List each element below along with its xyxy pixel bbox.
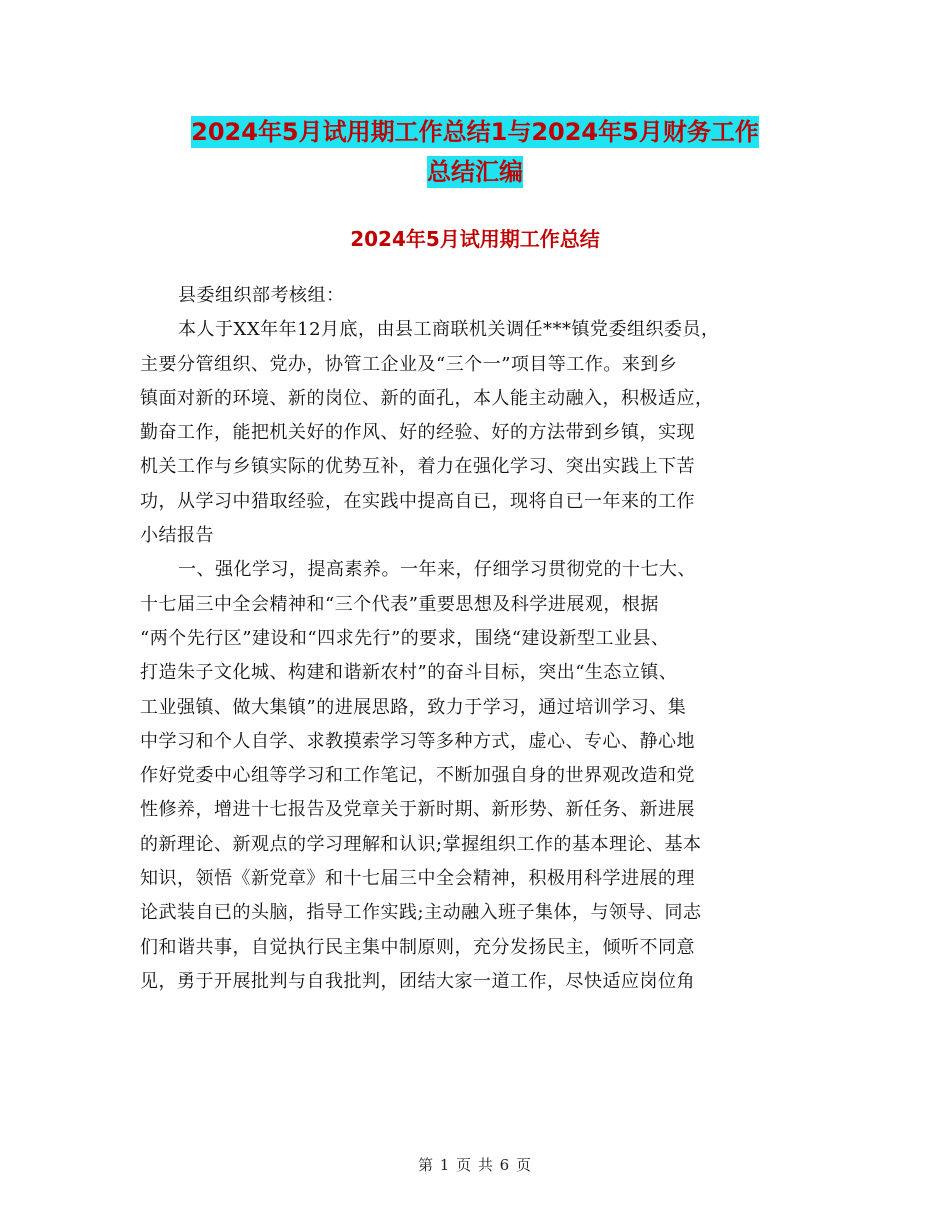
- paragraph-line: 功，从学习中猎取经验，在实践中提高自已，现将自已一年来的工作: [140, 490, 695, 512]
- paragraph-line: 本人于XX年年12月底，由县工商联机关调任***镇党委组织委员，: [178, 319, 720, 341]
- paragraph-line: 性修养，增进十七报告及党章关于新时期、新形势、新任务、新进展: [140, 799, 695, 821]
- paragraph-line: 中学习和个人自学、求教摸索学习等多种方式，虚心、专心、静心地: [140, 730, 695, 752]
- paragraph-line: 一、强化学习，提高素养。一年来，仔细学习贯彻党的十七大、: [178, 559, 696, 581]
- body-text: [140, 279, 820, 999]
- title-line-1: 2024年5月试用期工作总结1与2024年5月财务工作: [191, 118, 759, 146]
- paragraph-line: 小结报告: [140, 525, 214, 547]
- paragraph-line: “两个先行区”建设和“四求先行”的要求，围绕“建设新型工业县、: [140, 627, 670, 649]
- title-line-2: 总结汇编: [427, 158, 523, 186]
- paragraph-line: 知识，领悟《新党章》和十七届三中全会精神，积极用科学进展的理: [140, 868, 695, 890]
- paragraph-line: 镇面对新的环境、新的岗位、新的面孔，本人能主动融入，积极适应，: [140, 387, 714, 409]
- paragraph-line: 主要分管组织、党办，协管工企业及“三个一”项目等工作。来到乡: [140, 353, 678, 375]
- paragraph-line: 勤奋工作，能把机关好的作风、好的经验、好的方法带到乡镇，实现: [140, 422, 695, 444]
- section-title: 2024年5月试用期工作总结: [350, 227, 600, 251]
- paragraph-line: 们和谐共事，自觉执行民主集中制原则，充分发扬民主，倾听不同意: [140, 936, 695, 958]
- salutation: 县委组织部考核组：: [178, 285, 345, 306]
- document-title: [0, 112, 950, 192]
- paragraph-line: 见，勇于开展批判与自我批判，团结大家一道工作，尽快适应岗位角: [140, 970, 695, 992]
- paragraph-line: 的新理论、新观点的学习理解和认识;掌握组织工作的基本理论、基本: [140, 833, 702, 855]
- paragraph-line: 作好党委中心组等学习和工作笔记，不断加强自身的世界观改造和党: [140, 765, 695, 787]
- paragraph-line: 论武装自已的头脑，指导工作实践;主动融入班子集体，与领导、同志: [140, 902, 702, 924]
- page-footer: 第 1 页 共 6 页: [418, 1156, 532, 1174]
- paragraph-line: 十七届三中全会精神和“三个代表”重要思想及科学进展观，根据: [140, 593, 659, 615]
- paragraph-line: 工业强镇、做大集镇”的进展思路，致力于学习，通过培训学习、集: [140, 696, 687, 718]
- paragraph-line: 打造朱子文化城、构建和谐新农村”的奋斗目标，突出“生态立镇、: [140, 662, 678, 684]
- paragraph-line: 机关工作与乡镇实际的优势互补，着力在强化学习、突出实践上下苦: [140, 456, 695, 478]
